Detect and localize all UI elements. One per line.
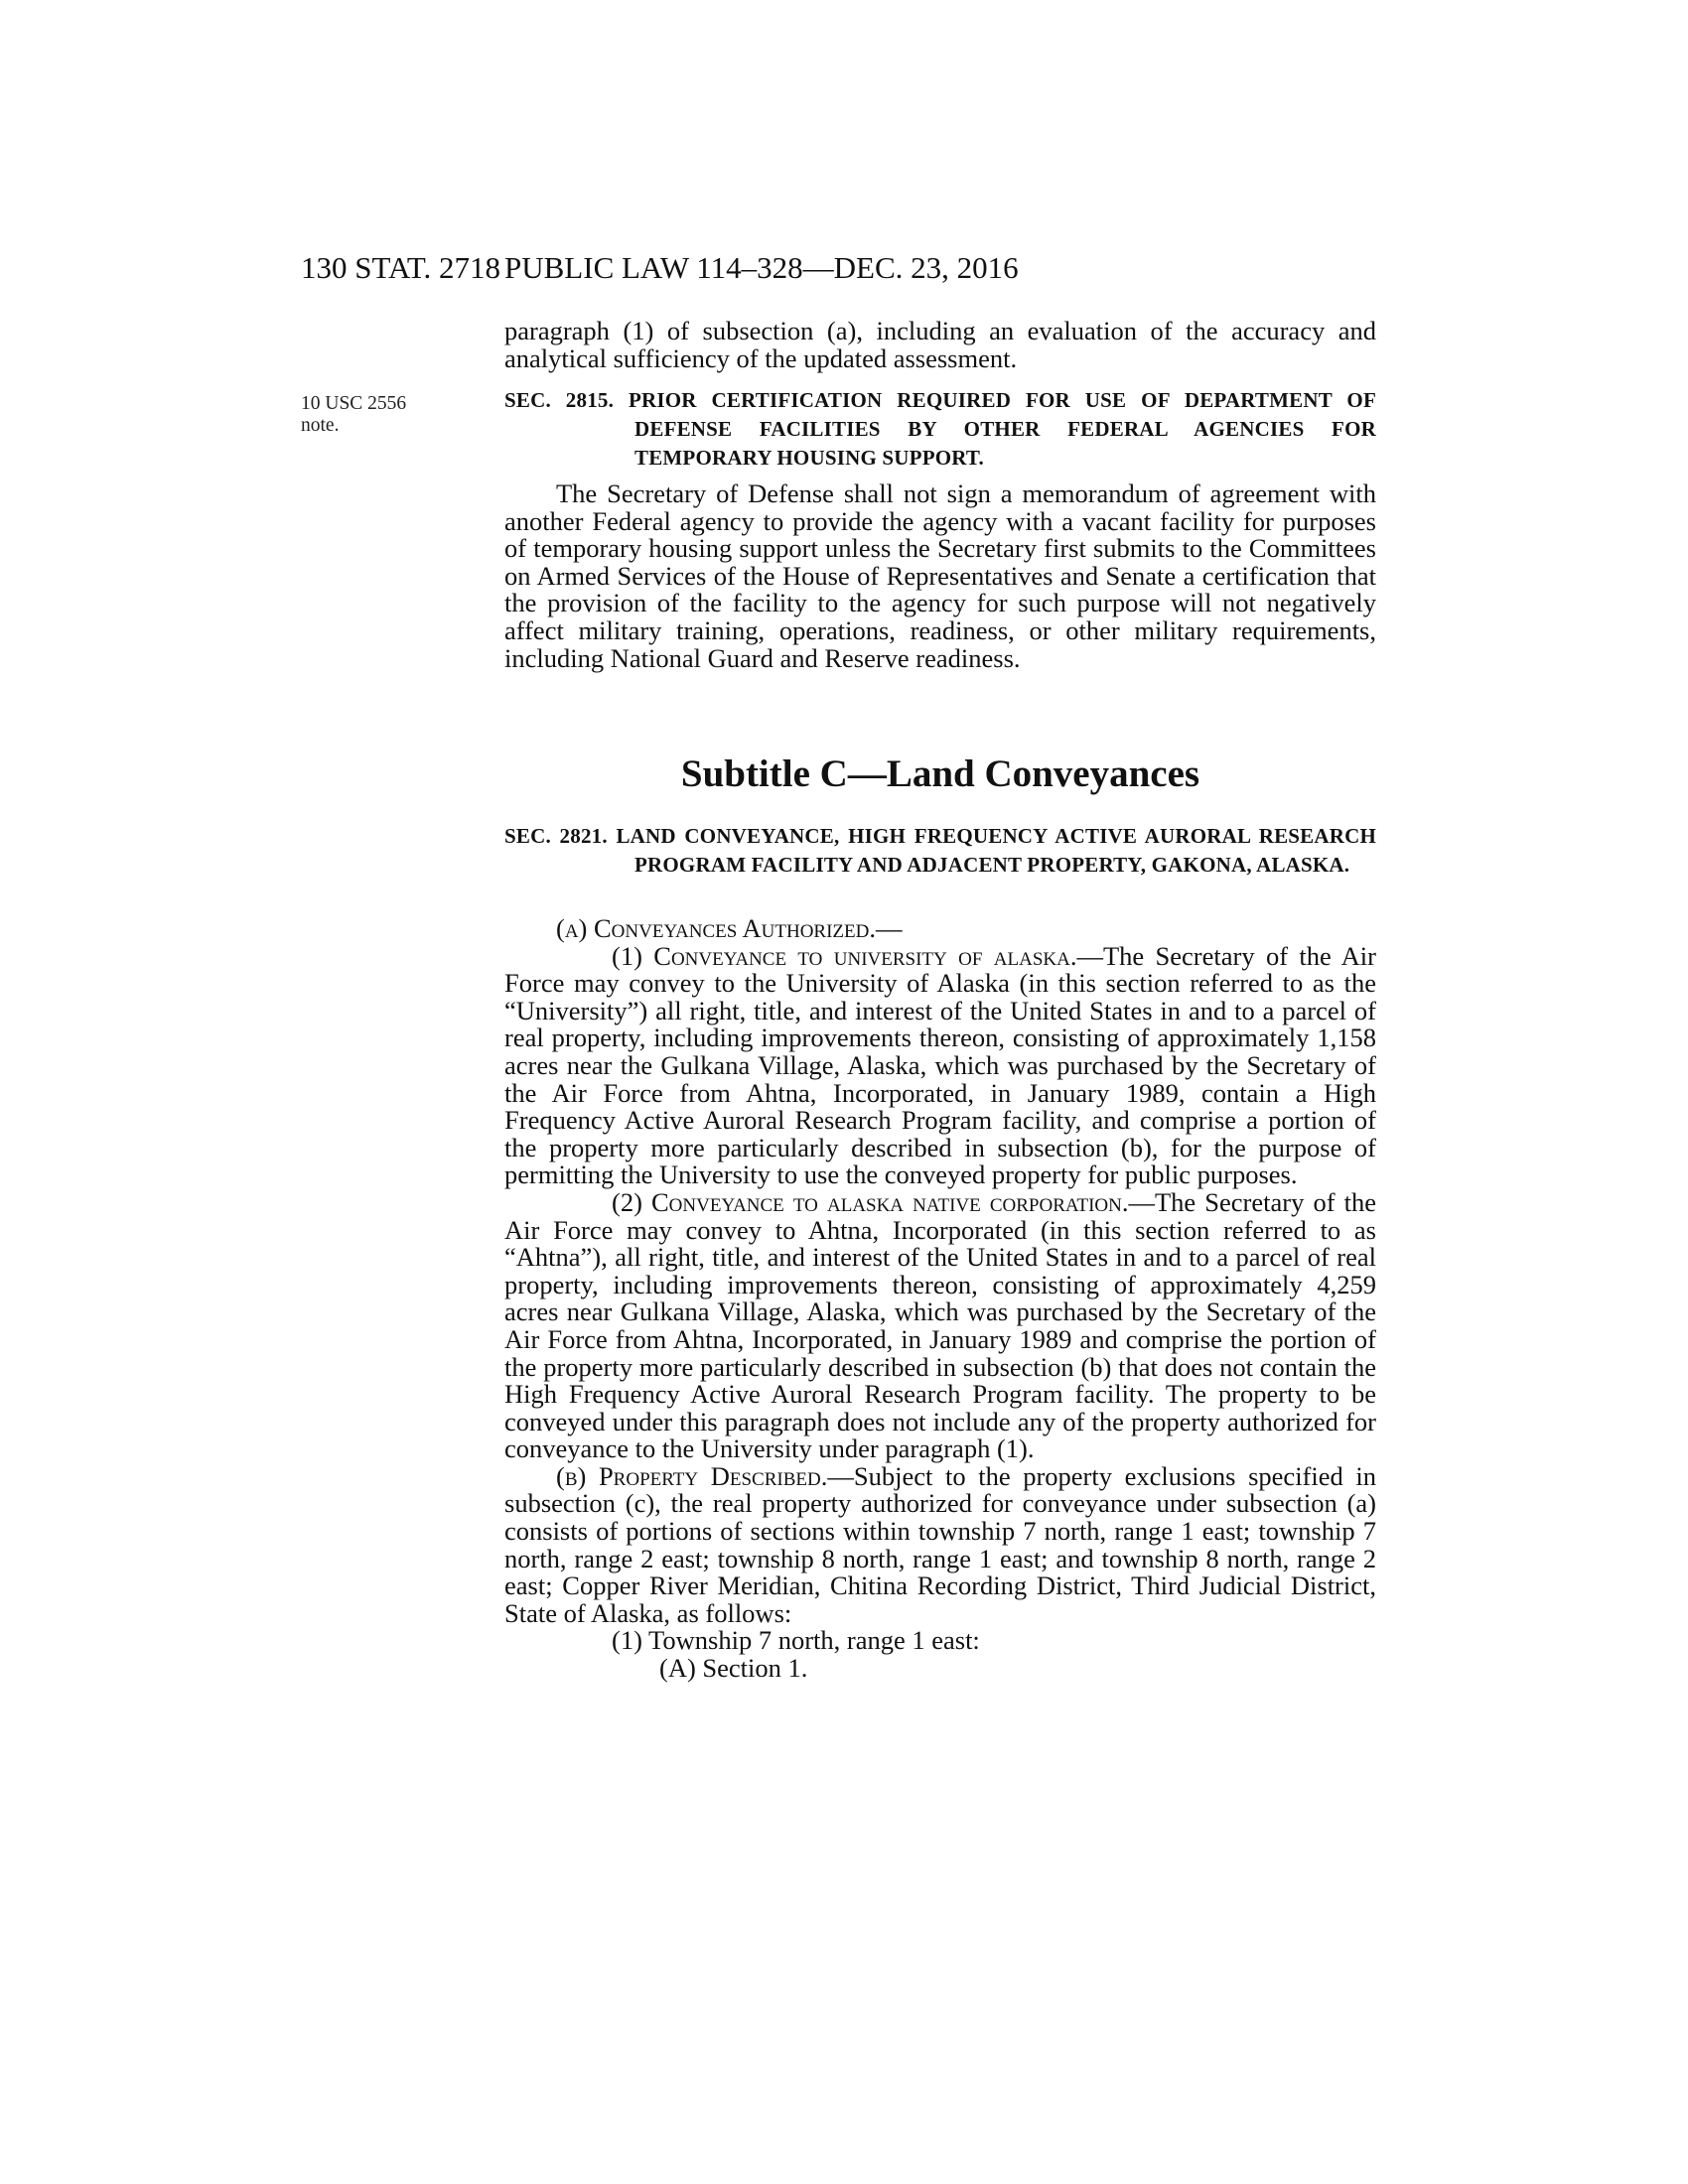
subsection-a-heading: (a) Conveyances Authorized.—: [556, 913, 903, 943]
margin-note-suffix: note.: [301, 415, 340, 436]
paragraph-a1: (1) Conveyance to university of alaska.—The Secretary of the Air Force may convey to the University of Alaska (in this section referred to as the “University”) all right, title, and interest of the United States in and to a parcel of real property, including improvements thereon, consisting of approximately 1,158 acres near the Gulkana Village, Alaska, which was purchased by the Secretary of the Air Force from Ahtna, Incorporated, in January 1989, contain a High Frequency Active Auroral Research Program facility, and comprise a portion of the property more particularly described in subsection (b), for the purpose of permitting the University to use the conveyed property for public purposes.: [504, 940, 1376, 1190]
sec-2815-heading: SEC. 2815. PRIOR CERTIFICATION REQUIRED FOR USE OF DEPARTMENT OF DEFENSE FACILITIES BY OTHER FEDERAL AGENCIES FOR TEMPORARY HOUSING SUPPORT.: [504, 388, 1376, 470]
margin-note-citation: 10 USC 2556: [301, 393, 407, 414]
public-law-header: PUBLIC LAW 114–328—DEC. 23, 2016: [504, 250, 1019, 285]
sec-2815-body: The Secretary of Defense shall not sign a memorandum of agreement with another Federal agency to provide the agency with a vacant facility for purposes of temporary housing support unless the Secretary first submits to the Committees on Armed Services of the House of Representatives and Senate a certification that the provision of the facility to the agency for such purpose will not negatively affect military training, operations, readiness, or other military requirements, including National Guard and Reserve readiness.: [504, 478, 1376, 673]
sec-2821-body: [504, 915, 1376, 1683]
subparagraph-b1A: (A) Section 1.: [659, 1653, 808, 1684]
subsection-b: (b) Property Described.—Subject to the property exclusions specified in subsection (c), the real property authorized for conveyance under subsection (a) consists of portions of sections within township 7 north, range 1 east; township 7 north, range 2 east; township 8 north, range 1 east; and township 8 north, range 2 east; Copper River Meridian, Chitina Recording District, Third Judicial District, State of Alaska, as follows:: [504, 1460, 1376, 1628]
subtitle-heading: Subtitle C—Land Conveyances: [680, 752, 1200, 795]
margin-note: [301, 393, 406, 437]
paragraph-a2: (2) Conveyance to alaska native corporation.—The Secretary of the Air Force may convey to Ahtna, Incorporated (in this section referred to as “Ahtna”), all right, title, and interest of the United States in and to a parcel of real property, including improvements thereon, consisting of approximately 4,259 acres near Gulkana Village, Alaska, which was purchased by the Secretary of the Air Force from Ahtna, Incorporated, in January 1989 and comprise the portion of the property more particularly described in subsection (b) that does not contain the High Frequency Active Auroral Research Program facility. The property to be conveyed under this paragraph does not include any of the property authorized for conveyance to the University under paragraph (1).: [504, 1186, 1376, 1464]
continuation-paragraph: paragraph (1) of subsection (a), including an evaluation of the accuracy and analytical sufficiency of the updated assessment.: [504, 316, 1376, 373]
sec-2821-heading: SEC. 2821. LAND CONVEYANCE, HIGH FREQUENCY ACTIVE AURORAL RESEARCH PROGRAM FACILITY AND ADJACENT PROPERTY, GAKONA, ALASKA.: [504, 824, 1376, 877]
paragraph-b1: (1) Township 7 north, range 1 east:: [612, 1625, 980, 1656]
stat-page-ref: 130 STAT. 2718: [301, 250, 501, 285]
